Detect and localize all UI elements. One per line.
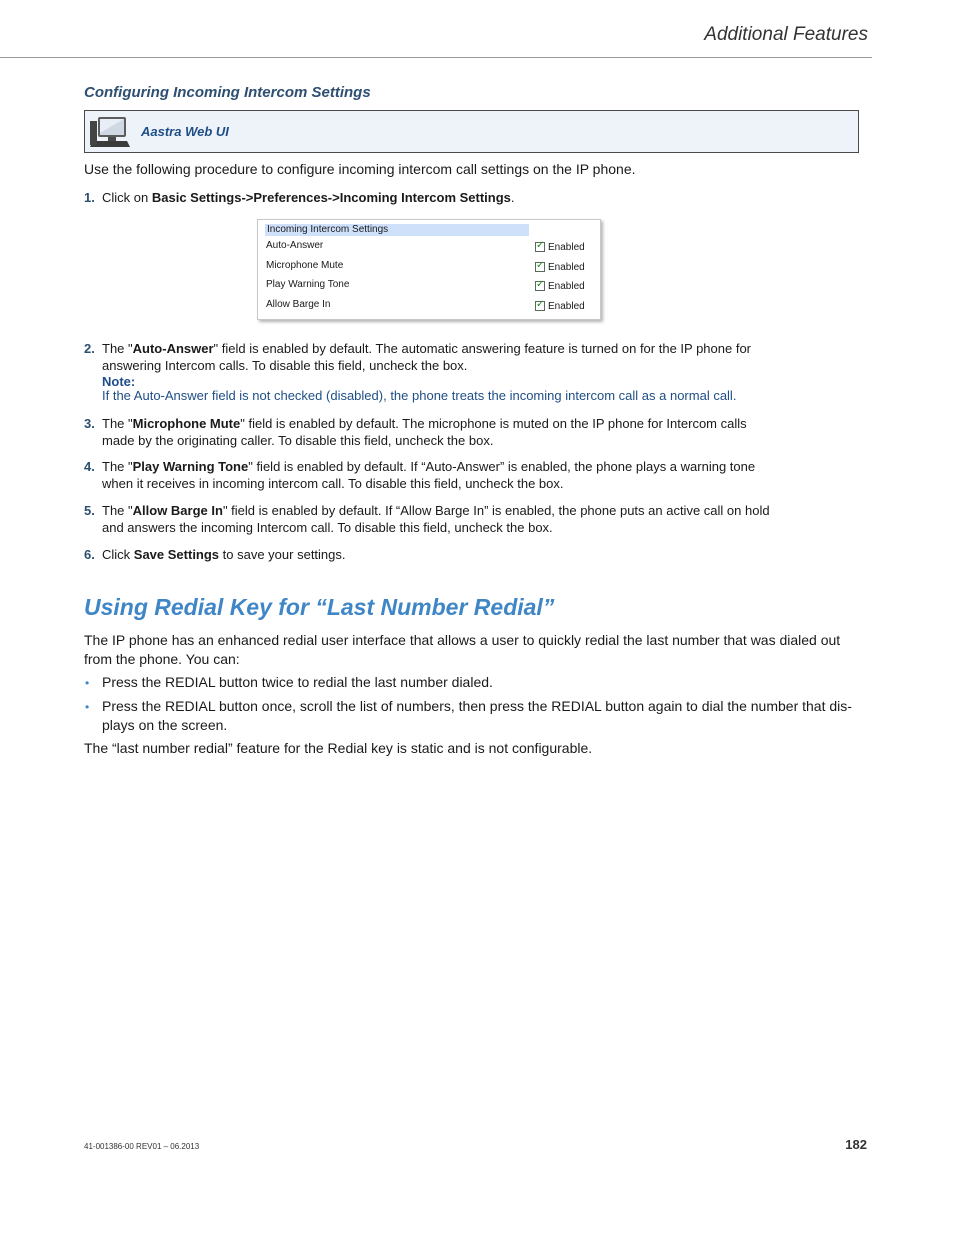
step-bold: Auto-Answer — [132, 341, 214, 356]
step-bold: Play Warning Tone — [132, 459, 249, 474]
step-number: 3. — [84, 416, 95, 431]
bullet-text: Press the REDIAL button once, scroll the list of numbers, then press the REDIAL button again to dial the number that dis- plays on the screen. — [102, 698, 852, 733]
panel-label-microphone-mute: Microphone Mute — [266, 260, 344, 271]
step-bold: Allow Barge In — [132, 503, 223, 518]
microphone-mute-checkbox[interactable] — [535, 262, 545, 272]
play-warning-tone-checkbox[interactable] — [535, 281, 545, 291]
web-ui-callout — [84, 110, 859, 153]
note-title: Note: — [102, 374, 136, 389]
auto-answer-checkbox[interactable] — [535, 242, 545, 252]
note-text: If the Auto-Answer field is not checked (disabled), the phone treats the incoming intercom call as a normal call. — [102, 388, 737, 403]
check-mark-icon: ✓ — [536, 279, 545, 290]
redial-closing: The “last number redial” feature for the Redial key is static and is not configurable. — [84, 740, 593, 756]
section-title: Using Redial Key for “Last Number Redial” — [84, 594, 555, 620]
step-bold: Basic Settings->Preferences->Incoming Intercom Settings — [151, 190, 511, 205]
step-number: 6. — [84, 547, 95, 562]
step-number: 5. — [84, 503, 95, 518]
computer-icon — [90, 115, 130, 149]
step-bold: Save Settings — [133, 547, 220, 562]
panel-header: Incoming Intercom Settings — [265, 224, 529, 236]
step-text: The "Allow Barge In" field is enabled by default. If “Allow Barge In” is enabled, the phone puts an active call on hold and answers the incoming Intercom call. To disable this field, uncheck the box. — [102, 503, 770, 535]
step-number: 2. — [84, 341, 95, 356]
microphone-mute-value: Enabled — [548, 262, 585, 273]
redial-intro: The IP phone has an enhanced redial user interface that allows a user to quickly redial the last number that was dialed out from the phone. You can: — [84, 632, 841, 667]
play-warning-tone-value: Enabled — [548, 281, 585, 292]
step-text: Click on Basic Settings->Preferences->Incoming Intercom Settings. — [102, 190, 515, 205]
bullet-icon: • — [85, 700, 90, 714]
incoming-intercom-settings-panel — [257, 219, 601, 320]
panel-label-play-warning-tone: Play Warning Tone — [266, 279, 350, 290]
intro-paragraph: Use the following procedure to configure incoming intercom call settings on the IP phone. — [84, 161, 636, 177]
panel-label-auto-answer: Auto-Answer — [266, 240, 324, 251]
step-bold: Microphone Mute — [132, 416, 241, 431]
bullet-icon: • — [85, 676, 90, 690]
step-number: 1. — [84, 190, 95, 205]
auto-answer-value: Enabled — [548, 242, 585, 253]
step-text: The "Auto-Answer" field is enabled by default. The automatic answering feature is turned on for the IP phone for answering Intercom calls. To disable this field, uncheck the box. — [102, 341, 751, 373]
allow-barge-in-value: Enabled — [548, 301, 585, 312]
bullet-text: Press the REDIAL button twice to redial the last number dialed. — [102, 674, 493, 690]
footer-doc-id: 41-001386-00 REV01 – 06.2013 — [84, 1142, 200, 1151]
sub-heading: Configuring Incoming Intercom Settings — [84, 84, 371, 101]
step-text: The "Play Warning Tone" field is enabled by default. If “Auto-Answer” is enabled, the phone plays a warning tone when it receives in incoming intercom call. To disable this field, uncheck the box. — [102, 459, 756, 491]
step-text: The "Microphone Mute" field is enabled by default. The microphone is muted on the IP phone for Intercom calls made by the originating caller. To disable this field, uncheck the box. — [102, 416, 747, 448]
header-rule — [0, 57, 872, 58]
allow-barge-in-checkbox[interactable] — [535, 301, 545, 311]
check-mark-icon: ✓ — [536, 260, 545, 271]
check-mark-icon: ✓ — [536, 240, 545, 251]
check-mark-icon: ✓ — [536, 299, 545, 310]
header-title: Additional Features — [704, 24, 868, 45]
web-ui-label: Aastra Web UI — [141, 124, 229, 139]
step-number: 4. — [84, 459, 95, 474]
page-number: 182 — [845, 1137, 867, 1152]
panel-label-allow-barge-in: Allow Barge In — [266, 299, 331, 310]
step-text: Click Save Settings to save your settings. — [102, 547, 346, 562]
